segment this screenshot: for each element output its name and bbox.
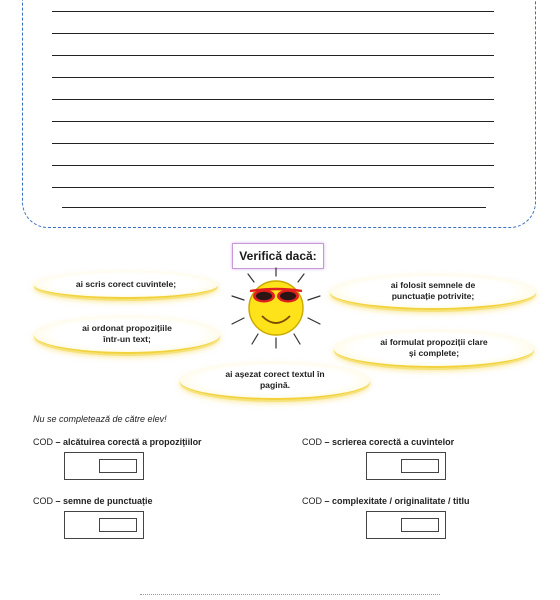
check-bubble-spelling xyxy=(34,271,218,299)
writing-line xyxy=(52,121,494,122)
check-bubble-sentences xyxy=(334,330,534,368)
check-bubble-punctuation xyxy=(330,274,536,310)
cod-box-inner xyxy=(99,518,137,532)
cod-label-spelling: COD – scrierea corectă a cuvintelor xyxy=(302,437,455,447)
cod-label-sentences: COD – alcătuirea corectă a propozițiilor xyxy=(33,437,202,447)
writing-line xyxy=(52,165,494,166)
writing-line xyxy=(52,77,494,78)
check-text-spelling: ai scris corect cuvintele; xyxy=(75,278,177,289)
check-text-layout: ai așezat corect textul în pagină. xyxy=(225,369,325,390)
check-text-punctuation: ai folosit semnele de punctuație potrivite; xyxy=(390,280,476,301)
teacher-note: Nu se completează de către elev! xyxy=(33,414,167,424)
sun-with-sunglasses-icon xyxy=(224,266,328,350)
writing-line xyxy=(52,99,494,100)
check-text-ordering: ai ordonat propozițiile într-un text; xyxy=(82,323,172,344)
footer-cutoff xyxy=(140,594,440,595)
cod-box-inner xyxy=(401,459,439,473)
cod-box-inner xyxy=(99,459,137,473)
cod-box-complexity[interactable] xyxy=(366,511,446,539)
cod-label-punctuation: COD – semne de punctuație xyxy=(33,496,153,506)
cod-box-punctuation[interactable] xyxy=(64,511,144,539)
check-bubble-layout xyxy=(180,362,370,400)
writing-line xyxy=(62,207,486,208)
cod-box-sentences[interactable] xyxy=(64,452,144,480)
writing-line xyxy=(52,11,494,12)
check-text-sentences: ai formulat propoziții clare și complete; xyxy=(380,337,488,358)
cod-box-inner xyxy=(401,518,439,532)
writing-line xyxy=(52,33,494,34)
verification-title: Verifică dacă: xyxy=(232,243,324,269)
writing-line xyxy=(52,143,494,144)
writing-line xyxy=(52,187,494,188)
cod-box-spelling[interactable] xyxy=(366,452,446,480)
writing-line xyxy=(52,55,494,56)
check-bubble-ordering xyxy=(34,316,220,354)
cod-label-complexity: COD – complexitate / originalitate / titlu xyxy=(302,496,470,506)
writing-area-box xyxy=(22,0,536,228)
